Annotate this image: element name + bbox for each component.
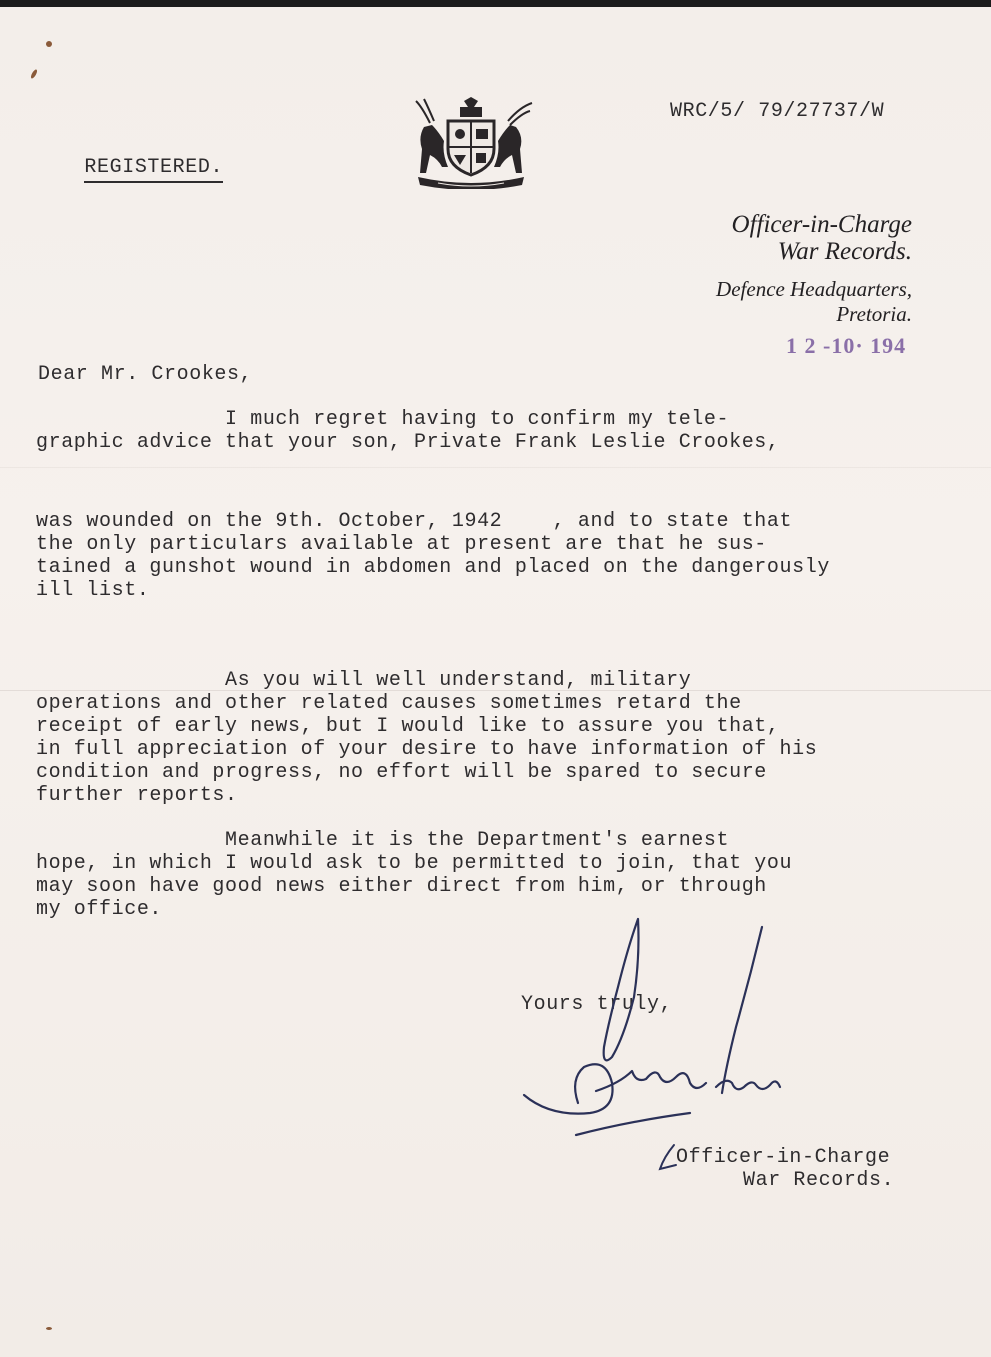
- rust-spot: [46, 1327, 52, 1330]
- letter-page: [0, 7, 991, 1357]
- sender-title: Officer-in-Charge: [731, 211, 912, 238]
- rust-spot: [30, 69, 38, 80]
- rust-spot: [46, 41, 52, 47]
- paragraph-line: I much regret having to confirm my tele-: [36, 408, 730, 431]
- paragraph-line: ill list.: [36, 579, 150, 602]
- sender-block: [716, 211, 912, 327]
- paragraph-line: operations and other related causes sometimes retard the: [36, 692, 742, 715]
- paragraph-line: the only particulars available at present are that he sus-: [36, 533, 767, 556]
- paragraph-line: As you will well understand, military: [36, 669, 692, 692]
- fold-line: [0, 467, 991, 468]
- registered-text: REGISTERED.: [84, 156, 223, 183]
- signature-title: Officer-in-Charge: [676, 1146, 891, 1169]
- reference-number: WRC/5/ 79/27737/W: [670, 100, 885, 123]
- paragraph-line: my office.: [36, 898, 163, 921]
- sender-address-line1: Defence Headquarters,: [716, 277, 912, 301]
- coat-of-arms-emblem: [408, 97, 534, 189]
- paragraph-line: further reports.: [36, 784, 238, 807]
- paragraph-line: Meanwhile it is the Department's earnest: [36, 829, 730, 852]
- date-stamp: 1 2 -10· 194: [786, 333, 907, 358]
- top-edge-bar: [0, 0, 991, 7]
- handwritten-mark: [656, 1143, 678, 1173]
- paragraph-line: tained a gunshot wound in abdomen and placed on the dangerously: [36, 556, 830, 579]
- paragraph-line: hope, in which I would ask to be permitted to join, that you: [36, 852, 793, 875]
- signature-department: War Records.: [743, 1169, 895, 1192]
- sender-department: War Records.: [777, 238, 912, 265]
- paragraph-line: in full appreciation of your desire to have information of his: [36, 738, 818, 761]
- sender-address-line2: Pretoria.: [836, 302, 912, 326]
- paragraph-line: receipt of early news, but I would like to assure you that,: [36, 715, 780, 738]
- paragraph-line: graphic advice that your son, Private Frank Leslie Crookes,: [36, 431, 780, 454]
- handwritten-signature: [500, 907, 800, 1147]
- closing: Yours truly,: [521, 993, 673, 1016]
- paragraph-line: may soon have good news either direct from him, or through: [36, 875, 767, 898]
- paragraph-line: was wounded on the 9th. October, 1942 , and to state that: [36, 510, 793, 533]
- paragraph-line: condition and progress, no effort will be spared to secure: [36, 761, 767, 784]
- salutation: Dear Mr. Crookes,: [38, 363, 253, 386]
- registered-label: [34, 133, 223, 202]
